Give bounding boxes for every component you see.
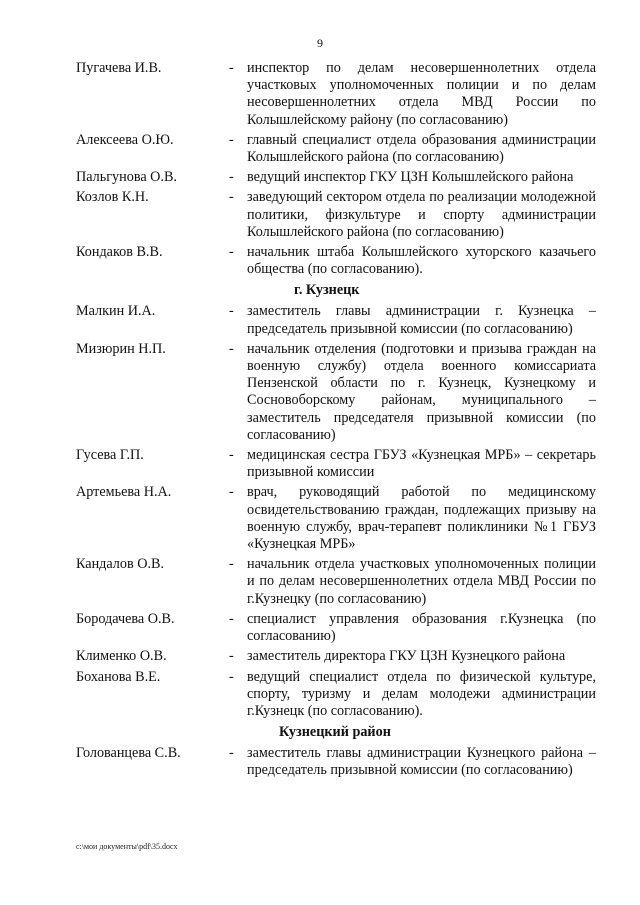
member-position: врач, руководящий работой по медицинскому освидетельствованию граждан, подлежащих призыву на военную службу, врач-терапевт поликлиники №1 ГБУЗ «Кузнецкая МРБ» (247, 484, 596, 553)
member-row (76, 556, 596, 608)
member-name: Пугачева И.В. (76, 60, 162, 76)
member-row (76, 669, 596, 721)
member-row (76, 244, 596, 278)
member-row (76, 169, 596, 186)
member-position: ведущий инспектор ГКУ ЦЗН Колышлейского района (247, 169, 574, 186)
dash-separator: - (229, 556, 234, 573)
member-row (76, 303, 596, 337)
member-position: заместитель директора ГКУ ЦЗН Кузнецкого района (247, 648, 566, 665)
member-name: Кандалов О.В. (76, 556, 165, 573)
dash-separator: - (229, 648, 234, 665)
dash-separator: - (229, 340, 234, 357)
member-name: Козлов К.Н. (76, 189, 149, 206)
member-name: Малкин И.А. (76, 303, 156, 320)
member-name: Артемьева Н.А. (76, 484, 172, 501)
file-path-footer: с:\мои документы\pdf\35.docx (76, 842, 178, 851)
member-position: ведущий специалист отдела по физической культуре, спорту, туризму и делам молодежи администрации г.Кузнецк (по согласованию). (247, 668, 596, 719)
member-list (76, 60, 596, 783)
member-position: начальник отдела участковых уполномоченных полиции и по делам несовершеннолетних отдела МВД России по г.Кузнецку (по согласованию) (247, 556, 596, 607)
member-name: Голованцева С.В. (76, 745, 181, 762)
dash-separator: - (229, 244, 234, 261)
member-position: начальник отделения (подготовки и призыва граждан на военную службу) отдела военного комиссариата Пензенской области по г. Кузнецк, Кузнецкому и Сосновоборскому районам, муниципального – заместитель председателя призывной комиссии (по согласованию) (247, 340, 596, 443)
member-name: Клименко О.В. (76, 648, 167, 665)
dash-separator: - (229, 303, 234, 320)
dash-separator: - (229, 131, 234, 148)
member-position: заведующий сектором отдела по реализации молодежной политики, физкультуре и спорту администрации Колышлейского района (по согласованию) (247, 189, 596, 240)
member-row (76, 341, 596, 444)
member-position: начальник штаба Колышлейского хуторского казачьего общества (по согласованию). (247, 244, 596, 278)
member-name: Бородачева О.В. (76, 610, 175, 627)
page-number: 9 (317, 36, 323, 50)
dash-separator: - (229, 484, 234, 501)
member-row (76, 484, 596, 553)
member-row (76, 745, 596, 779)
member-row (76, 611, 596, 645)
dash-separator: - (229, 610, 234, 627)
member-name: Пальгунова О.В. (76, 169, 177, 186)
member-position: заместитель главы администрации Кузнецкого района – председатель призывной комиссии (по согласованию) (247, 745, 596, 779)
member-row (76, 447, 596, 481)
member-position: заместитель главы администрации г. Кузнецка – председатель призывной комиссии (по согласованию) (247, 303, 596, 337)
member-row (76, 189, 596, 241)
section-heading-kuznetsk: г. Кузнецк (294, 282, 360, 299)
dash-separator: - (229, 447, 234, 464)
member-name: Мизюрин Н.П. (76, 340, 166, 357)
member-position: инспектор по делам несовершеннолетних отдела участковых уполномоченных полиции и по делам несовершеннолетних отдела МВД России по Колышлейскому району (по согласованию) (247, 60, 596, 128)
member-name: Боханова В.Е. (76, 668, 161, 685)
section-heading-kuznetsk-district: Кузнецкий район (279, 724, 391, 741)
member-name: Гусева Г.П. (76, 447, 144, 464)
dash-separator: - (229, 668, 234, 685)
dash-separator: - (229, 189, 234, 206)
dash-separator: - (229, 745, 234, 762)
member-position: специалист управления образования г.Кузнецка (по согласованию) (247, 610, 596, 645)
member-row (76, 648, 596, 665)
member-name: Алексеева О.Ю. (76, 131, 174, 148)
dash-separator: - (229, 169, 234, 186)
member-row (76, 132, 596, 166)
dash-separator: - (229, 60, 234, 76)
member-position: медицинская сестра ГБУЗ «Кузнецкая МРБ» – секретарь призывной комиссии (247, 447, 596, 481)
member-position: главный специалист отдела образования администрации Колышлейского района (по согласованию) (247, 131, 596, 166)
member-row (76, 60, 596, 129)
member-name: Кондаков В.В. (76, 244, 163, 261)
